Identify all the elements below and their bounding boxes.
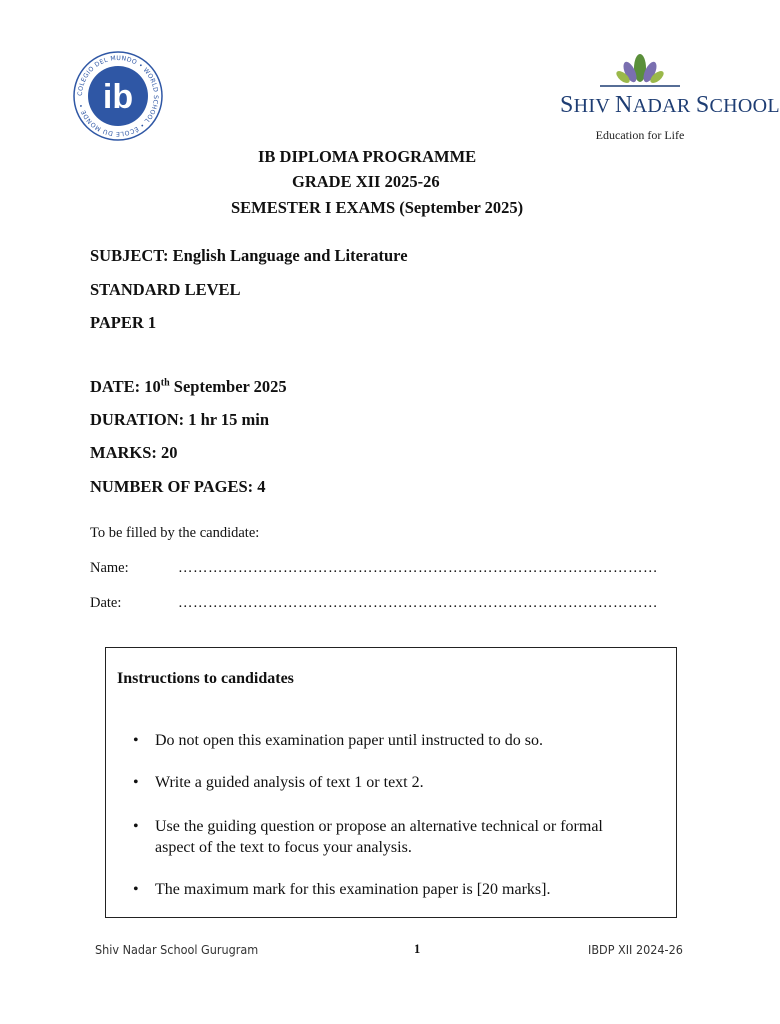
paper-field: PAPER 1 xyxy=(90,313,157,332)
lotus-icon xyxy=(560,50,720,90)
footer-programme: IBDP XII 2024-26 xyxy=(588,942,683,957)
ib-letters: ib xyxy=(102,78,134,116)
level-field: STANDARD LEVEL xyxy=(90,280,241,299)
bullet-icon: • xyxy=(133,774,139,791)
marks-field: MARKS: 20 xyxy=(90,443,178,462)
pages-field: NUMBER OF PAGES: 4 xyxy=(90,477,266,496)
name-label: Name: xyxy=(90,560,129,576)
ib-logo-graphic xyxy=(72,50,164,142)
bullet-icon: • xyxy=(133,732,139,749)
programme-title: IB DIPLOMA PROGRAMME xyxy=(258,147,477,166)
bullet-icon: • xyxy=(133,881,139,898)
footer-school: Shiv Nadar School Gurugram xyxy=(95,942,259,957)
bullet-icon: • xyxy=(133,818,139,835)
candidate-heading: To be filled by the candidate: xyxy=(90,525,260,541)
date-field: DATE: 10th September 2025 xyxy=(90,377,287,396)
school-name: SHIV NADAR SCHOOL xyxy=(560,92,780,118)
date-blank[interactable]: …………………………………………………………………………………… xyxy=(178,595,658,611)
subject-field: SUBJECT: English Language and Literature xyxy=(90,246,408,265)
page-number: 1 xyxy=(414,942,421,956)
ib-ring-text: COLEGIO DEL MUNDO • WORLD SCHOOL • ÉCOLE DU MONDE • xyxy=(76,54,160,138)
ib-world-school-logo xyxy=(72,50,164,142)
semester-title: SEMESTER I EXAMS (September 2025) xyxy=(231,198,524,217)
instructions-title: Instructions to candidates xyxy=(117,670,294,687)
duration-field: DURATION: 1 hr 15 min xyxy=(90,410,270,429)
grade-title: GRADE XII 2025-26 xyxy=(292,172,440,191)
candidate-name-row xyxy=(90,560,658,577)
candidate-date-row xyxy=(90,595,658,612)
date-label: Date: xyxy=(90,595,122,611)
school-tagline: Education for Life xyxy=(595,128,685,142)
name-blank[interactable]: …………………………………………………………………………………… xyxy=(178,560,658,576)
